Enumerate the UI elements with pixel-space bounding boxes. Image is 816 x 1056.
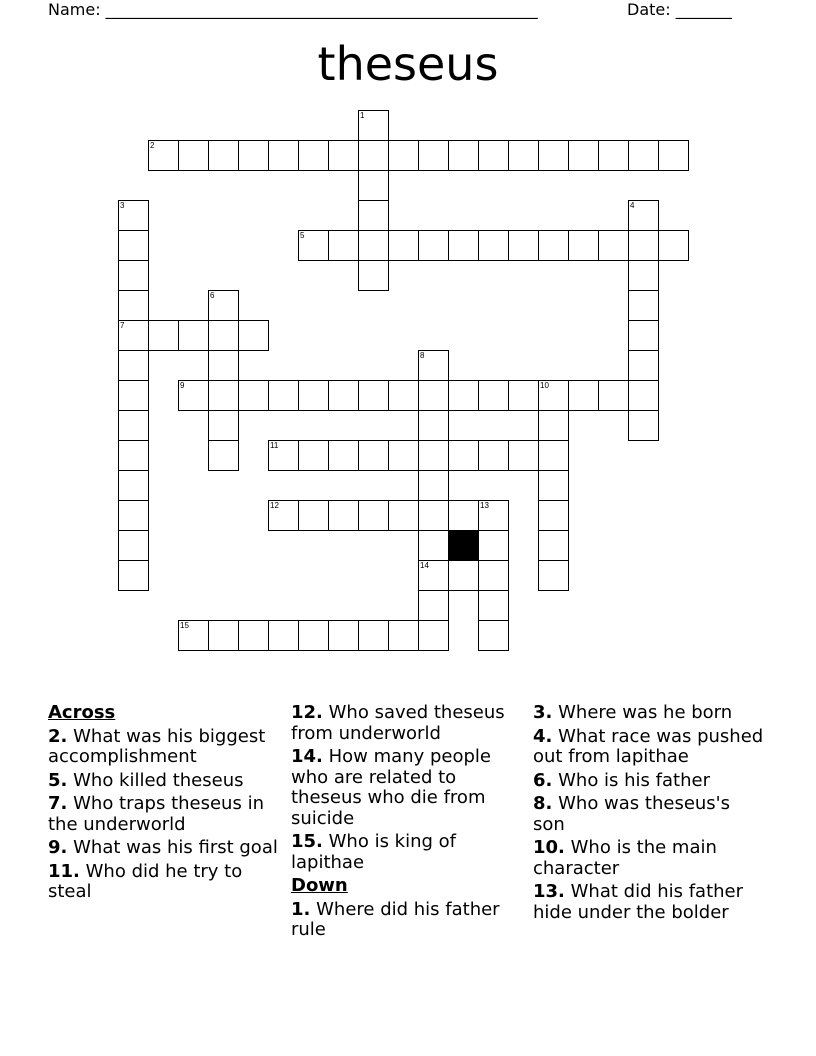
grid-cell[interactable] xyxy=(388,380,419,411)
grid-cell[interactable] xyxy=(478,620,509,651)
grid-cell[interactable] xyxy=(298,380,329,411)
grid-cell[interactable] xyxy=(328,620,359,651)
grid-cell[interactable] xyxy=(478,440,509,471)
clue-number: 11. xyxy=(48,860,80,882)
grid-cell[interactable] xyxy=(208,440,239,471)
grid-cell[interactable] xyxy=(628,200,659,231)
grid-cell[interactable] xyxy=(118,440,149,471)
grid-cell[interactable] xyxy=(658,140,689,171)
grid-cell[interactable] xyxy=(118,410,149,441)
grid-cell[interactable] xyxy=(178,380,209,411)
grid-cell[interactable] xyxy=(268,380,299,411)
grid-cell[interactable] xyxy=(538,470,569,501)
grid-cell[interactable] xyxy=(298,230,329,261)
grid-cell[interactable] xyxy=(538,380,569,411)
grid-cell[interactable] xyxy=(478,230,509,261)
clues-column-1 xyxy=(48,703,283,906)
grid-cell[interactable] xyxy=(418,380,449,411)
grid-cell[interactable] xyxy=(238,320,269,351)
clue-across-14 xyxy=(291,747,523,829)
grid-cell[interactable] xyxy=(478,140,509,171)
cell-number: 8 xyxy=(420,351,425,360)
grid-cell[interactable] xyxy=(328,380,359,411)
grid-cell[interactable] xyxy=(598,380,629,411)
grid-cell[interactable] xyxy=(178,620,209,651)
clue-number: 6. xyxy=(533,769,553,791)
grid-cell[interactable] xyxy=(208,320,239,351)
grid-cell[interactable] xyxy=(418,620,449,651)
grid-cell[interactable] xyxy=(568,140,599,171)
grid-cell[interactable] xyxy=(118,200,149,231)
grid-cell[interactable] xyxy=(598,140,629,171)
grid-cell[interactable] xyxy=(118,470,149,501)
clue-down-1 xyxy=(291,900,523,941)
cell-number: 14 xyxy=(420,561,429,570)
grid-cell[interactable] xyxy=(118,320,149,351)
grid-cell[interactable] xyxy=(208,410,239,441)
grid-cell[interactable] xyxy=(118,230,149,261)
grid-cell[interactable] xyxy=(538,560,569,591)
grid-cell[interactable] xyxy=(628,380,659,411)
grid-cell[interactable] xyxy=(148,320,179,351)
grid-cell[interactable] xyxy=(328,500,359,531)
clues-column-3 xyxy=(533,703,765,926)
clue-down-6 xyxy=(533,771,765,792)
clue-across-2 xyxy=(48,727,283,768)
grid-cell[interactable] xyxy=(208,290,239,321)
grid-cell[interactable] xyxy=(388,620,419,651)
cell-number: 11 xyxy=(270,441,279,450)
grid-cell[interactable] xyxy=(208,620,239,651)
cell-number: 15 xyxy=(180,621,189,630)
cell-number: 6 xyxy=(210,291,215,300)
grid-cell[interactable] xyxy=(298,140,329,171)
grid-cell[interactable] xyxy=(118,500,149,531)
clue-across-9 xyxy=(48,838,283,859)
grid-cell[interactable] xyxy=(418,560,449,591)
grid-cell[interactable] xyxy=(118,290,149,321)
grid-cell[interactable] xyxy=(298,620,329,651)
grid-cell[interactable] xyxy=(538,410,569,441)
grid-cell[interactable] xyxy=(568,230,599,261)
grid-cell[interactable] xyxy=(658,230,689,261)
grid-cell[interactable] xyxy=(388,230,419,261)
clue-text: Where was he born xyxy=(558,702,733,723)
clue-number: 14. xyxy=(291,746,323,767)
grid-cell[interactable] xyxy=(418,230,449,261)
cell-number: 9 xyxy=(180,381,185,390)
grid-cell[interactable] xyxy=(628,230,659,261)
grid-cell[interactable] xyxy=(388,440,419,471)
grid-cell[interactable] xyxy=(418,440,449,471)
clue-down-8 xyxy=(533,794,765,835)
grid-cell[interactable] xyxy=(448,440,479,471)
clue-down-4 xyxy=(533,727,765,768)
clue-text: Who is his father xyxy=(558,769,710,791)
grid-cell[interactable] xyxy=(358,140,389,171)
clue-number: 10. xyxy=(533,837,565,858)
clue-number: 13. xyxy=(533,881,565,902)
clue-number: 3. xyxy=(533,702,553,723)
grid-cell[interactable] xyxy=(508,440,539,471)
grid-cell[interactable] xyxy=(358,200,389,231)
grid-cell[interactable] xyxy=(118,530,149,561)
grid-cell[interactable] xyxy=(628,320,659,351)
grid-cell[interactable] xyxy=(418,500,449,531)
grid-cell[interactable] xyxy=(448,230,479,261)
clues-column-2 xyxy=(291,703,523,944)
grid-cell[interactable] xyxy=(418,530,449,561)
cell-number: 5 xyxy=(300,231,305,240)
clue-number: 4. xyxy=(533,725,553,747)
grid-cell[interactable] xyxy=(628,290,659,321)
grid-cell[interactable] xyxy=(118,260,149,291)
clue-text: Who is king of lapithae xyxy=(291,831,456,873)
clue-text: Who did he try to steal xyxy=(48,860,243,902)
grid-cell[interactable] xyxy=(538,440,569,471)
grid-cell[interactable] xyxy=(358,440,389,471)
grid-cell[interactable] xyxy=(358,380,389,411)
cell-number: 7 xyxy=(120,321,125,330)
grid-cell[interactable] xyxy=(268,440,299,471)
cell-number: 1 xyxy=(360,111,365,120)
clue-text: Who saved theseus from underworld xyxy=(291,702,505,744)
grid-cell[interactable] xyxy=(118,560,149,591)
grid-cell[interactable] xyxy=(448,500,479,531)
clue-text: Who killed theseus xyxy=(73,769,244,791)
grid-cell[interactable] xyxy=(328,440,359,471)
grid-cell[interactable] xyxy=(508,230,539,261)
cell-number: 10 xyxy=(540,381,549,390)
grid-cell[interactable] xyxy=(298,440,329,471)
grid-cell[interactable] xyxy=(538,140,569,171)
date-field-label: Date: _______ xyxy=(627,0,732,19)
clue-across-12 xyxy=(291,703,523,744)
grid-cell[interactable] xyxy=(418,410,449,441)
grid-cell-blocked xyxy=(448,530,479,561)
across-heading: Across xyxy=(48,702,116,723)
grid-cell[interactable] xyxy=(448,380,479,411)
grid-cell[interactable] xyxy=(148,140,179,171)
grid-cell[interactable] xyxy=(358,620,389,651)
grid-cell[interactable] xyxy=(268,500,299,531)
grid-cell[interactable] xyxy=(328,140,359,171)
down-heading: Down xyxy=(291,875,348,896)
cell-number: 13 xyxy=(480,501,489,510)
grid-cell[interactable] xyxy=(628,140,659,171)
grid-cell[interactable] xyxy=(538,230,569,261)
grid-cell[interactable] xyxy=(628,350,659,381)
cell-number: 12 xyxy=(270,501,279,510)
grid-cell[interactable] xyxy=(448,560,479,591)
grid-cell[interactable] xyxy=(388,500,419,531)
grid-cell[interactable] xyxy=(508,380,539,411)
clue-across-15 xyxy=(291,832,523,873)
clue-text: Where did his father rule xyxy=(291,898,500,940)
grid-cell[interactable] xyxy=(388,140,419,171)
grid-cell[interactable] xyxy=(238,380,269,411)
grid-cell[interactable] xyxy=(418,590,449,621)
clue-text: Who is the main character xyxy=(533,837,717,879)
cell-number: 3 xyxy=(120,201,125,210)
grid-cell[interactable] xyxy=(358,260,389,291)
clue-down-10 xyxy=(533,838,765,879)
grid-cell[interactable] xyxy=(178,320,209,351)
grid-cell[interactable] xyxy=(478,530,509,561)
grid-cell[interactable] xyxy=(598,230,629,261)
grid-cell[interactable] xyxy=(478,500,509,531)
grid-cell[interactable] xyxy=(538,500,569,531)
grid-cell[interactable] xyxy=(418,470,449,501)
clue-across-11 xyxy=(48,862,283,903)
cell-number: 4 xyxy=(630,201,635,210)
clue-text: What was his first goal xyxy=(73,837,278,858)
grid-cell[interactable] xyxy=(478,380,509,411)
grid-cell[interactable] xyxy=(358,170,389,201)
clue-text: What was his biggest accomplishment xyxy=(48,725,266,767)
clue-across-7 xyxy=(48,794,283,835)
grid-cell[interactable] xyxy=(208,140,239,171)
cell-number: 2 xyxy=(150,141,155,150)
clue-text: What race was pushed out from lapithae xyxy=(533,725,764,767)
clue-text: Who was theseus's son xyxy=(533,793,731,835)
grid-cell[interactable] xyxy=(418,350,449,381)
grid-cell[interactable] xyxy=(478,560,509,591)
grid-cell[interactable] xyxy=(358,230,389,261)
grid-cell[interactable] xyxy=(478,590,509,621)
grid-cell[interactable] xyxy=(508,140,539,171)
grid-cell[interactable] xyxy=(238,140,269,171)
clue-number: 7. xyxy=(48,793,68,814)
grid-cell[interactable] xyxy=(178,140,209,171)
clue-number: 9. xyxy=(48,837,68,858)
grid-cell[interactable] xyxy=(358,500,389,531)
grid-cell[interactable] xyxy=(328,230,359,261)
grid-cell[interactable] xyxy=(268,620,299,651)
clue-number: 8. xyxy=(533,793,553,814)
grid-cell[interactable] xyxy=(628,410,659,441)
clue-text: What did his father hide under the bolder xyxy=(533,881,744,923)
grid-cell[interactable] xyxy=(118,380,149,411)
clue-number: 15. xyxy=(291,831,323,852)
grid-cell[interactable] xyxy=(238,620,269,651)
grid-cell[interactable] xyxy=(358,110,389,141)
clue-number: 1. xyxy=(291,898,311,920)
puzzle-title: theseus xyxy=(317,37,499,91)
grid-cell[interactable] xyxy=(448,140,479,171)
clue-number: 5. xyxy=(48,769,68,791)
clue-number: 2. xyxy=(48,725,68,747)
grid-cell[interactable] xyxy=(208,350,239,381)
grid-cell[interactable] xyxy=(208,380,239,411)
grid-cell[interactable] xyxy=(628,260,659,291)
grid-cell[interactable] xyxy=(418,140,449,171)
grid-cell[interactable] xyxy=(268,140,299,171)
grid-cell[interactable] xyxy=(298,500,329,531)
grid-cell[interactable] xyxy=(568,380,599,411)
clue-number: 12. xyxy=(291,702,323,723)
name-field-label: Name: ______________________________________________________ xyxy=(48,0,538,19)
clue-down-3 xyxy=(533,703,765,724)
clue-text: Who traps theseus in the underworld xyxy=(48,793,264,835)
clue-down-13 xyxy=(533,882,765,923)
grid-cell[interactable] xyxy=(118,350,149,381)
clue-text: How many people who are related to theseus who die from suicide xyxy=(291,746,491,829)
clue-across-5 xyxy=(48,771,283,792)
grid-cell[interactable] xyxy=(538,530,569,561)
